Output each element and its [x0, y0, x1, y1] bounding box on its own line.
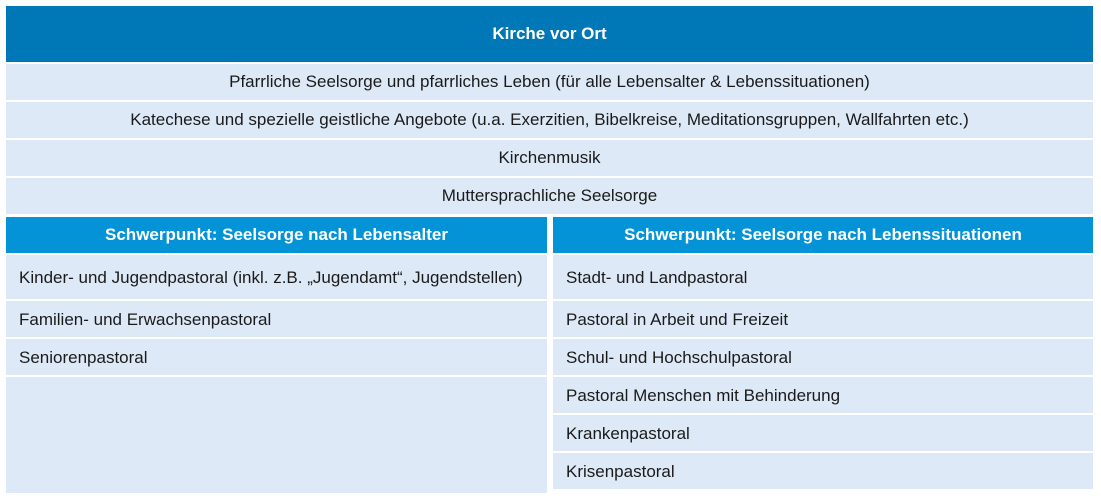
table-title: Kirche vor Ort	[6, 6, 1093, 62]
full-row-kirchenmusik: Kirchenmusik	[6, 140, 1093, 176]
list-item: Kinder- und Jugendpastoral (inkl. z.B. „Jugendamt“, Jugendstellen)	[6, 255, 547, 299]
column-header-lebenssituationen: Schwerpunkt: Seelsorge nach Lebenssituationen	[553, 217, 1093, 253]
column-lebensalter	[6, 217, 547, 493]
list-item: Schul- und Hochschulpastoral	[553, 339, 1093, 375]
structure-table	[6, 6, 1093, 493]
full-row-pfarrliche-seelsorge: Pfarrliche Seelsorge und pfarrliches Leben (für alle Lebensalter & Lebenssituationen)	[6, 64, 1093, 100]
full-row-katechese: Katechese und spezielle geistliche Angebote (u.a. Exerzitien, Bibelkreise, Meditationsgruppen, Wallfahrten etc.)	[6, 102, 1093, 138]
list-item: Pastoral Menschen mit Behinderung	[553, 377, 1093, 413]
list-item: Familien- und Erwachsenpastoral	[6, 301, 547, 337]
empty-cell	[6, 377, 547, 493]
list-item: Pastoral in Arbeit und Freizeit	[553, 301, 1093, 337]
list-item: Stadt- und Landpastoral	[553, 255, 1093, 299]
split-columns	[6, 217, 1093, 493]
full-row-muttersprachliche-seelsorge: Muttersprachliche Seelsorge	[6, 178, 1093, 214]
column-lebenssituationen	[553, 217, 1093, 493]
list-item: Seniorenpastoral	[6, 339, 547, 375]
column-header-lebensalter: Schwerpunkt: Seelsorge nach Lebensalter	[6, 217, 547, 253]
list-item: Krisenpastoral	[553, 453, 1093, 489]
list-item: Krankenpastoral	[553, 415, 1093, 451]
